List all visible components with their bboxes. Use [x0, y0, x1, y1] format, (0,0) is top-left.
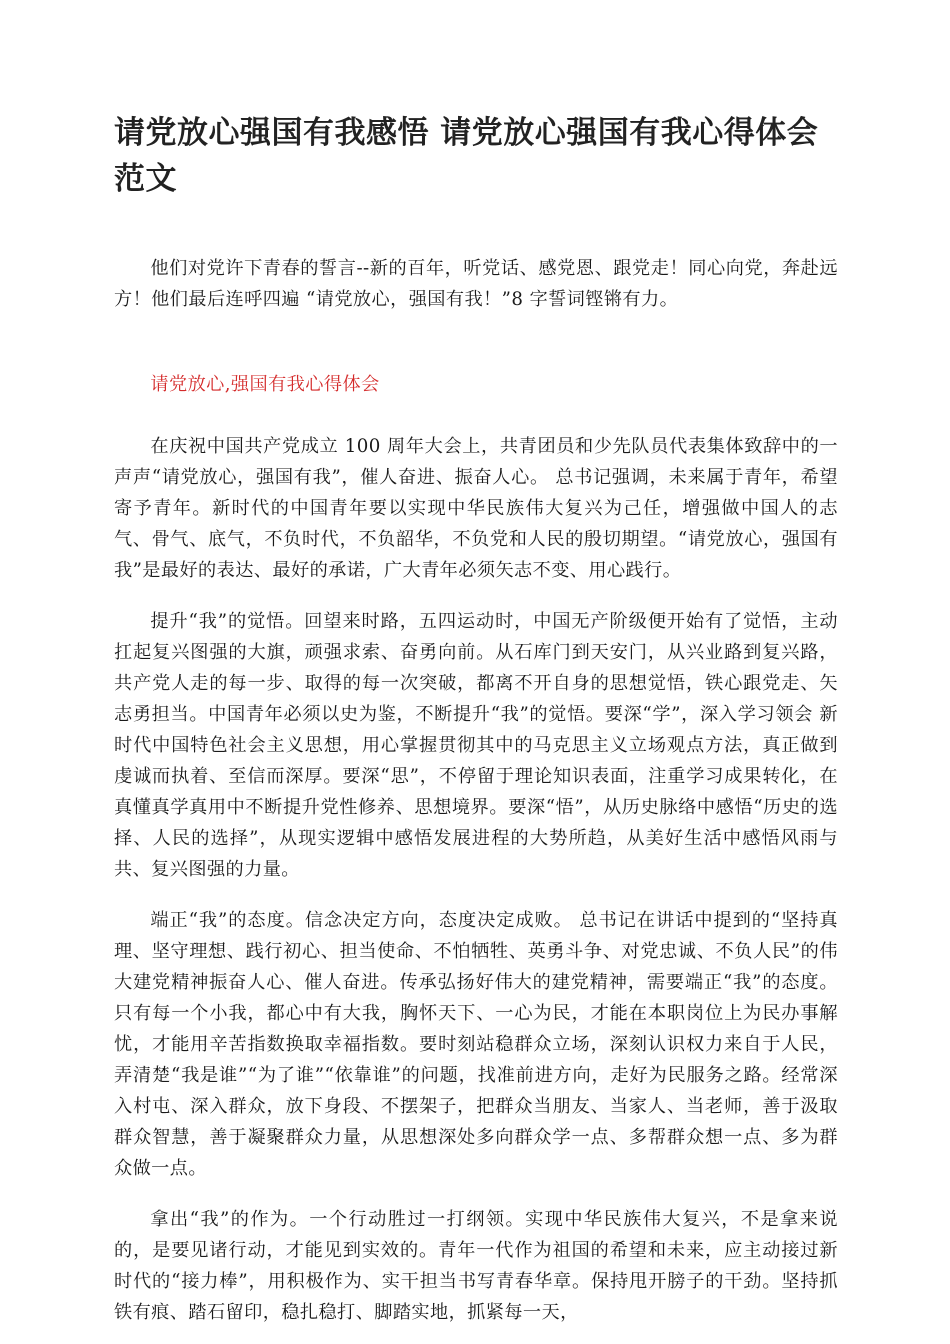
body-paragraph: 端正“我”的态度。信念决定方向，态度决定成败。 总书记在讲话中提到的“坚持真理、坚守理想、践行初心、担当使命、不怕牺牲、英勇斗争、对党忠诚、不负人民”的伟大建党精神振奋人心、催人奋进。传承弘扬好伟大的建党精神，需要端正“我”的态度。只有每一个小我，都心中有大我，胸怀天下、一心为民，才能在本职岗位上为民办事解忧，才能用辛苦指数换取幸福指数。要时刻站稳群众立场，深刻认识权力来自于人民，弄清楚“我是谁”“为了谁”“依靠谁”的问题，找准前进方向，走好为民服务之路。经常深入村屯、深入群众，放下身段、不摆架子，把群众当朋友、当家人、当老师，善于汲取群众智慧，善于凝聚群众力量，从思想深处多向群众学一点、多帮群众想一点、多为群众做一点。	[114, 910, 838, 1179]
body-paragraph: 在庆祝中国共产党成立 100 周年大会上，共青团员和少先队员代表集体致辞中的一声声“请党放心，强国有我”，催人奋进、振奋人心。 总书记强调，未来属于青年，希望寄予青年。新时代的中国青年要以实现中华民族伟大复兴为己任，增强做中国人的志气、骨气、底气，不负时代，不负韶华，不负党和人民的殷切期望。“请党放心，强国有我”是最好的表达、最好的承诺，广大青年必须矢志不变、用心践行。	[114, 436, 838, 581]
intro-paragraph: 他们对党许下青春的誓言--新的百年，听党话、感党恩、跟党走！同心向党，奔赴远方！他们最后连呼四遍 “请党放心，强国有我！”8 字誓词铿锵有力。	[114, 258, 838, 310]
document-title: 请党放心强国有我感悟 请党放心强国有我心得体会范文	[114, 115, 819, 197]
section-subheading: 请党放心,强国有我心得体会	[150, 374, 380, 395]
body-paragraph: 拿出“我”的作为。一个行动胜过一打纲领。实现中华民族伟大复兴，不是拿来说的，是要见诸行动，才能见到实效的。青年一代作为祖国的希望和未来，应主动接过新时代的“接力棒”，用积极作为、实干担当书写青春华章。保持甩开膀子的干劲。坚持抓铁有痕、踏石留印，稳扎稳打、脚踏实地，抓紧每一天，	[114, 1209, 838, 1323]
body-paragraph: 提升“我”的觉悟。回望来时路，五四运动时，中国无产阶级便开始有了觉悟，主动扛起复兴图强的大旗，顽强求索、奋勇向前。从石库门到天安门，从兴业路到复兴路，共产党人走的每一步、取得的每一次突破，都离不开自身的思想觉悟，铁心跟党走、矢志勇担当。中国青年必须以史为鉴，不断提升“我”的觉悟。要深“学”，深入学习领会 新时代中国特色社会主义思想，用心掌握贯彻其中的马克思主义立场观点方法，真正做到虔诚而执着、至信而深厚。要深“思”，不停留于理论知识表面，注重学习成果转化，在真懂真学真用中不断提升党性修养、思想境界。要深“悟”，从历史脉络中感悟“历史的选择、人民的选择”，从现实逻辑中感悟发展进程的大势所趋，从美好生活中感悟风雨与共、复兴图强的力量。	[114, 611, 838, 880]
